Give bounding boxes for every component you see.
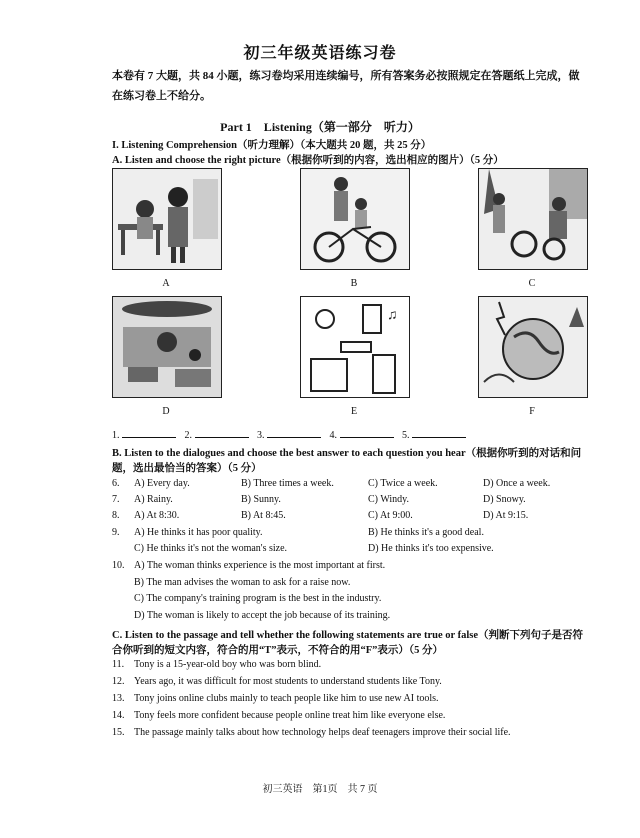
statement-text: Tony joins online clubs mainly to teach people like him to use new AI tools.: [134, 693, 439, 704]
two-girls-bench-illustration: [113, 169, 221, 269]
question-number: 10.: [112, 560, 125, 571]
page-title: 初三年级英语练习卷: [243, 45, 397, 62]
statement-text: Years ago, it was difficult for most students to understand students like Tony.: [134, 676, 442, 687]
question-number: 9.: [112, 527, 120, 538]
question-number: 6.: [112, 478, 120, 489]
answer-blank-5[interactable]: [412, 428, 466, 438]
picture-label-c: C: [528, 278, 536, 289]
option-b: B) Sunny.: [241, 494, 281, 505]
section-c-heading-cont: 合你听到的短文内容，符合的用“T”表示，不符合的用“F”表示）（5 分）: [112, 645, 444, 656]
option-b: B) At 8:45.: [241, 510, 286, 521]
option-a: A) Rainy.: [134, 494, 173, 505]
statement-text: Tony is a 15-year-old boy who was born blind.: [134, 659, 322, 670]
answer-blank-1[interactable]: [122, 428, 176, 438]
option-a: A) He thinks it has poor quality.: [134, 527, 263, 538]
part-heading: Part 1 Listening（第一部分 听力）: [220, 120, 420, 134]
picture-label-f: F: [529, 406, 535, 417]
space-station-room-illustration: [113, 297, 221, 397]
picture-label-d: D: [162, 406, 170, 417]
option-b: B) He thinks it's a good deal.: [368, 527, 484, 538]
picture-label-a: A: [162, 278, 170, 289]
picture-label-b: B: [350, 278, 358, 289]
option-b: B) The man advises the woman to ask for a raise now.: [134, 577, 351, 588]
question-number: 8.: [112, 510, 120, 521]
option-d: D) Snowy.: [483, 494, 526, 505]
picture-d: [112, 296, 222, 398]
statement-text: Tony feels more confident because people online treat him like everyone else.: [134, 710, 446, 721]
option-a: A) The woman thinks experience is the most important at first.: [134, 560, 386, 571]
option-d: D) Once a week.: [483, 478, 551, 489]
picture-label-e: E: [350, 406, 358, 417]
picture-c: [478, 168, 588, 270]
question-number: 7.: [112, 494, 120, 505]
section-b-heading: B. Listen to the dialogues and choose the best answer to each question you hear（根据你听到的对话和问: [112, 448, 582, 459]
statement-text: The passage mainly talks about how technology helps deaf teenagers improve their social life.: [134, 727, 511, 738]
answer-blank-4[interactable]: [340, 428, 394, 438]
answer-blank-2[interactable]: [195, 428, 249, 438]
option-d: D) The woman is likely to accept the job because of its training.: [134, 610, 391, 621]
earth-disasters-illustration: [479, 297, 587, 397]
picture-e: [300, 296, 410, 398]
option-d: D) At 9:15.: [483, 510, 529, 521]
statement-number: 15.: [112, 727, 125, 738]
smart-home-devices-illustration: [301, 297, 409, 397]
exam-notice: 本卷有 7 大题，共 84 小题，练习卷均采用连续编号，所有答案务必按照规定在答题纸上完成，做在练习卷上不给分。: [112, 70, 580, 102]
section-heading: I. Listening Comprehension（听力理解）（本大题共 20 题，共 25 分）: [112, 140, 432, 151]
section-c-heading: C. Listen to the passage and tell whether the following statements are true or false（判断下列句子是否符: [112, 630, 584, 641]
picture-f: [478, 296, 588, 398]
picture-a: [112, 168, 222, 270]
answer-blank-3[interactable]: [267, 428, 321, 438]
option-c: C) The company's training program is the best in the industry.: [134, 593, 382, 604]
answer-blanks: 1. 2. 3. 4. 5.: [112, 428, 472, 441]
section-a-heading: A. Listen and choose the right picture（根据你听到的内容，选出相应的图片）（5 分）: [112, 155, 504, 166]
man-fixing-bike-illustration: [479, 169, 587, 269]
page-footer: 初三英语 第1页 共 7 页: [262, 784, 378, 795]
statement-number: 12.: [112, 676, 125, 687]
father-son-bicycle-illustration: [301, 169, 409, 269]
statement-number: 11.: [112, 659, 125, 670]
option-d: D) He thinks it's too expensive.: [368, 543, 494, 554]
option-a: A) At 8:30.: [134, 510, 180, 521]
statement-number: 13.: [112, 693, 125, 704]
statement-number: 14.: [112, 710, 125, 721]
option-a: A) Every day.: [134, 478, 190, 489]
option-c: C) Windy.: [368, 494, 409, 505]
option-c: C) Twice a week.: [368, 478, 438, 489]
option-c: C) He thinks it's not the woman's size.: [134, 543, 288, 554]
option-b: B) Three times a week.: [241, 478, 334, 489]
svg-text:♫: ♫: [387, 308, 398, 323]
section-b-heading-cont: 题，选出最恰当的答案）（5 分）: [112, 463, 262, 474]
option-c: C) At 9:00.: [368, 510, 413, 521]
picture-b: [300, 168, 410, 270]
